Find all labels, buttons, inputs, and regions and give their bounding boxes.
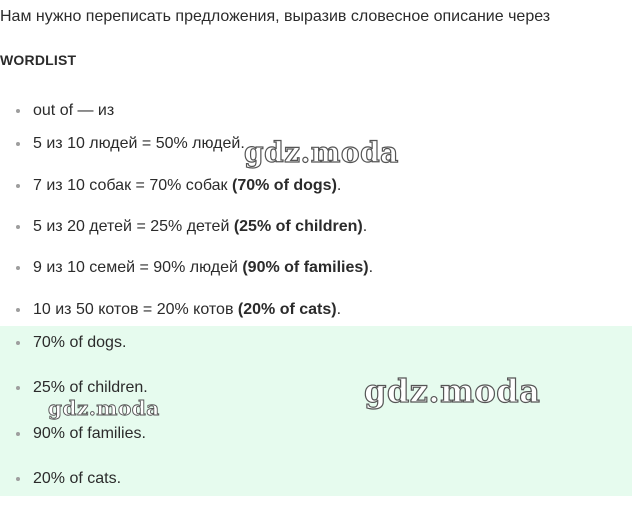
watermark: gdz.moda [364,372,541,410]
bullet-dot [16,432,20,436]
item-text: 5 из 10 людей = 50% людей. [33,135,245,152]
list-item [33,217,367,237]
item-text: out of — из [33,102,115,119]
list-item [33,300,341,320]
item-tail: . [336,301,342,318]
item-bold-text: (70% of dogs) [232,177,337,194]
bullet-dot [16,142,20,146]
item-text: 7 из 10 собак = 70% собак [33,177,232,194]
item-tail: . [362,218,368,235]
answer-item [33,333,126,353]
bullet-dot [16,184,20,188]
item-bold-text: (25% of children) [233,218,363,235]
list-item [33,258,373,278]
item-text: 9 из 10 семей = 90% людей [33,259,243,276]
bullet-dot [16,477,20,481]
watermark: gdz.moda [244,136,399,169]
item-tail: . [336,177,342,194]
bullet-dot [16,308,20,312]
bullet-dot [16,225,20,229]
answer-text: 25% of children. [33,379,148,396]
item-bold-text: (90% of families) [242,259,369,276]
intro-text: Нам нужно переписать предложения, выразив словесное описание через [0,8,551,25]
bullet-dot [16,341,20,345]
bullet-dot [16,386,20,390]
answer-item [33,469,121,489]
answer-item [33,378,148,398]
list-item [33,101,114,121]
list-item [33,176,341,196]
bullet-dot [16,266,20,270]
answer-text: 20% of cats. [33,470,122,487]
list-item [33,134,245,154]
item-text: 10 из 50 котов = 20% котов [33,301,238,318]
item-tail: . [368,259,374,276]
answer-text: 70% of dogs. [33,334,127,351]
item-bold-text: (20% of cats) [237,301,337,318]
item-text: 5 из 20 детей = 25% детей [33,218,234,235]
bullet-dot [16,109,20,113]
answer-item [33,424,146,444]
wordlist-heading: WORDLIST [0,52,77,68]
answer-text: 90% of families. [33,425,146,442]
watermark: gdz.moda [48,396,160,420]
